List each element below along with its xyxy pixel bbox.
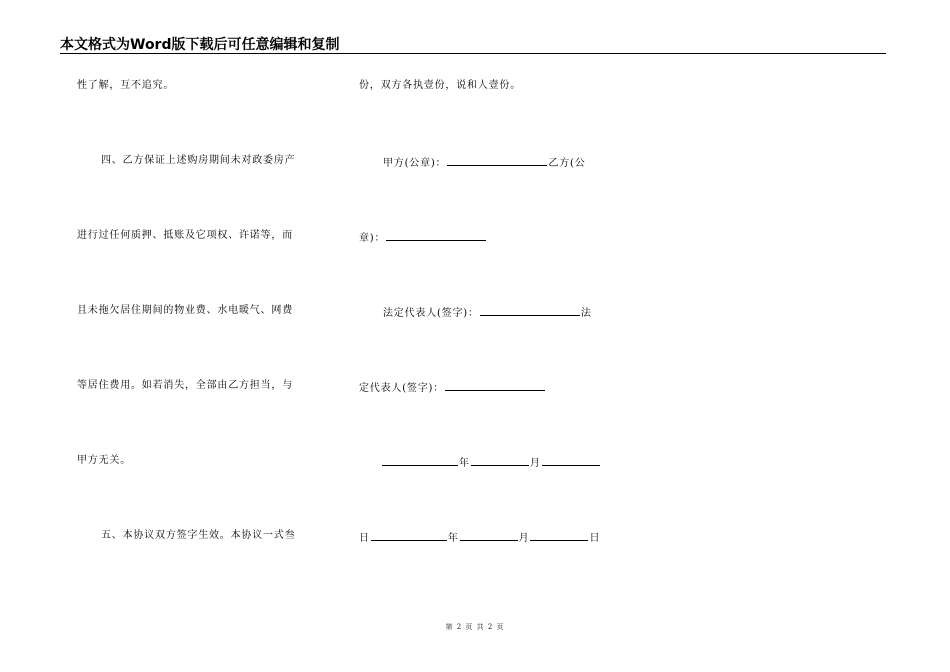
date-2-year-blank [371, 529, 447, 541]
left-line-4: 且未拖欠居住期间的物业费、水电暖气、网费 [77, 305, 293, 316]
page-number-footer: 第 2 页 共 2 页 [445, 623, 505, 631]
document-header-title: 本文格式为Word版下载后可任意编辑和复制 [60, 37, 340, 53]
date-2-month-label: 月 [518, 533, 530, 544]
date-1-year-label: 年 [459, 458, 470, 469]
right-line-7-date [359, 529, 600, 546]
legal-rep-a-blank [480, 304, 580, 316]
party-b-seal-blank [386, 229, 486, 241]
left-line-6: 甲方无关。 [77, 455, 131, 466]
right-line-2 [383, 154, 586, 171]
left-line-2: 四、乙方保证上述购房期间未对政委房产 [101, 155, 296, 166]
legal-rep-b-blank [445, 379, 545, 391]
legal-rep-a-label: 法定代表人(签字)： [383, 308, 479, 319]
legal-rep-b-label-cont: 定代表人(签字)： [359, 383, 445, 394]
right-line-5 [359, 379, 546, 396]
right-line-1: 份，双方各执壹份，说和人壹份。 [359, 80, 521, 91]
right-line-4 [383, 304, 592, 321]
legal-rep-b-label: 法 [580, 308, 592, 319]
header-divider [60, 53, 886, 54]
date-2-year-label: 年 [447, 533, 459, 544]
date-2-month-blank [460, 529, 518, 541]
party-b-seal-label-cont: 章)： [359, 233, 386, 244]
date-1-day-blank [542, 454, 600, 466]
date-2-day-blank [530, 529, 588, 541]
party-a-seal-label: 甲方(公章)： [383, 158, 447, 169]
date-1-month-blank [471, 454, 529, 466]
date-1-year-blank [382, 454, 458, 466]
party-b-seal-label: 乙方(公 [548, 158, 586, 169]
right-line-6-date [381, 454, 601, 471]
right-line-3 [359, 229, 487, 246]
party-a-seal-blank [447, 154, 547, 166]
left-line-1: 性了解，互不追究。 [77, 80, 175, 91]
left-line-3: 进行过任何质押、抵账及它项权、许诺等，而 [77, 230, 293, 241]
date-1-month-label: 月 [529, 458, 541, 469]
left-line-7: 五、本协议双方签字生效。本协议一式叁 [101, 530, 296, 541]
date-1-day-label: 日 [359, 533, 370, 544]
date-2-day-label: 日 [589, 533, 601, 544]
left-line-5: 等居住费用。如若消失，全部由乙方担当，与 [77, 380, 293, 391]
